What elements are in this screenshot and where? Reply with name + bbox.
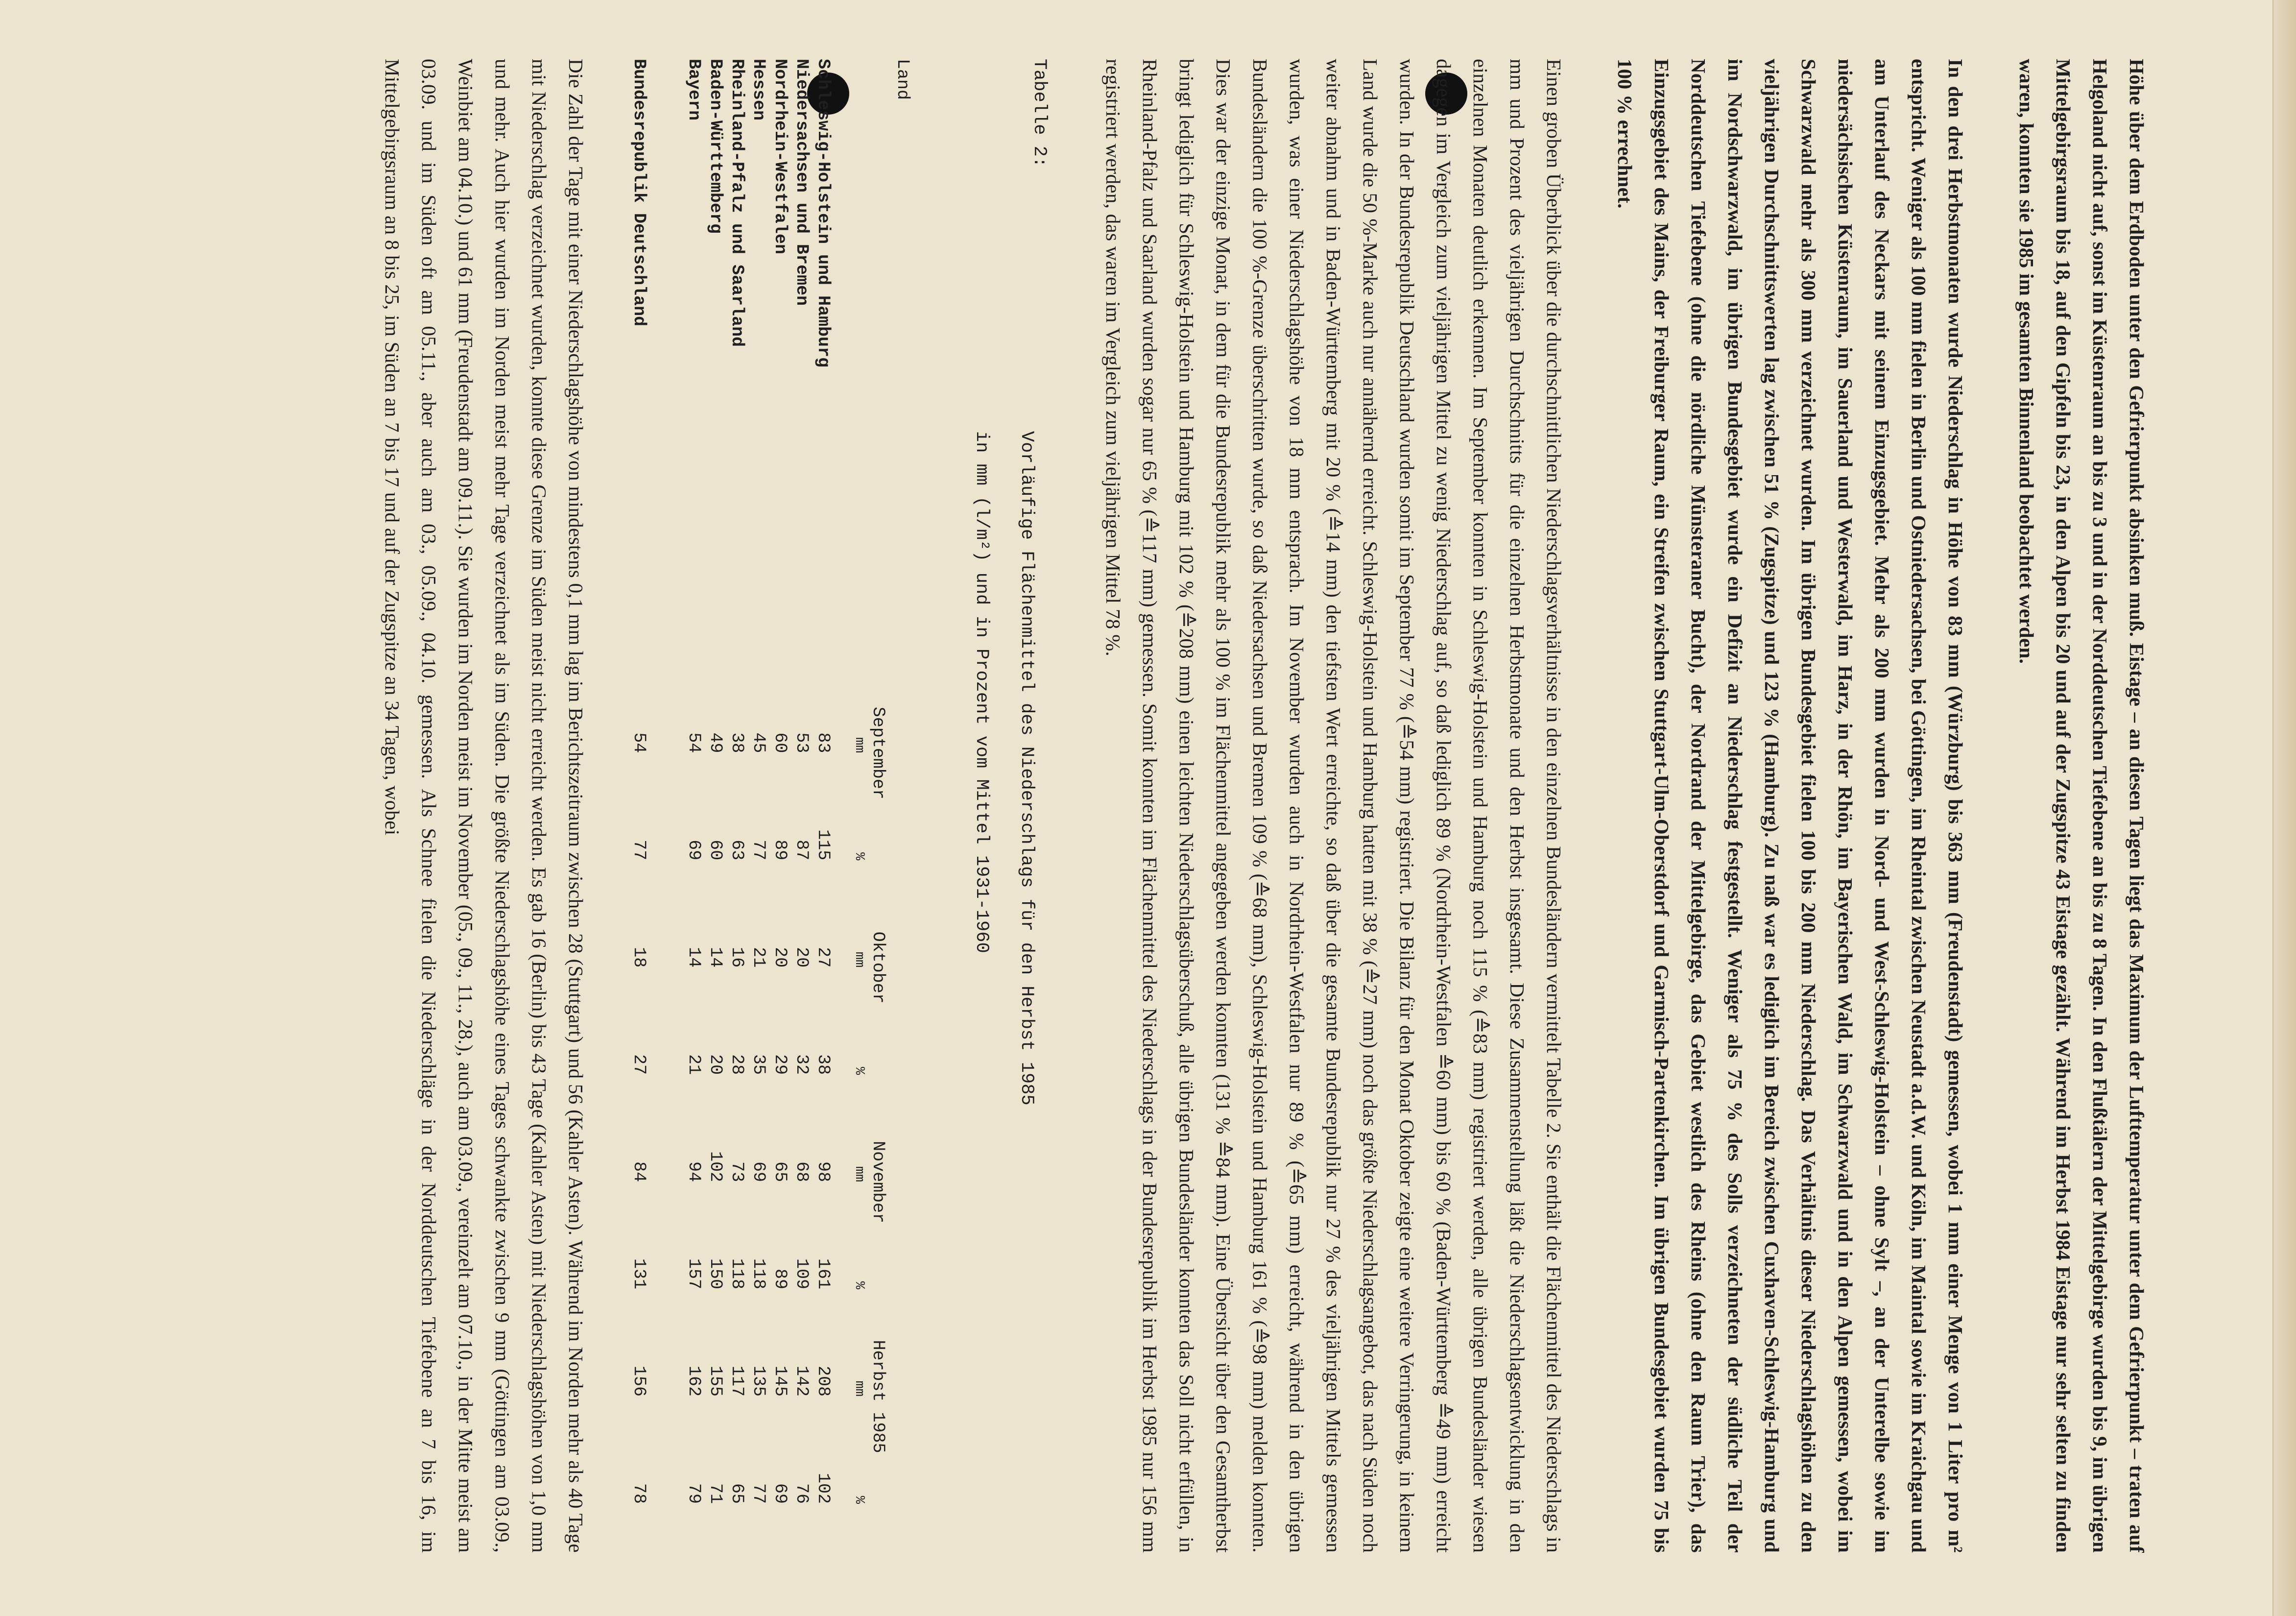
- cell-value: 157: [684, 1258, 704, 1290]
- precipitation-table-block: [628, 59, 1060, 1553]
- column-header-herbst: Herbst 1985: [868, 1340, 888, 1453]
- unit-mm: mm: [852, 737, 866, 753]
- cell-value: 63: [727, 840, 747, 861]
- cell-value: 38: [813, 1054, 833, 1075]
- row-land: Rheinland-Pfalz und Saarland: [727, 59, 747, 347]
- cell-value: 32: [792, 1054, 812, 1075]
- paragraph-tabelle-overview: Einen groben Überblick über die durchschnittlichen Niederschlagsverhältnisse in den einzelnen Bundesländern vermittelt Tabelle 2. Sie enthält die Flächenmittel des Niederschlags in mm und Prozent des vieljährigen Durchschnitts für die einzelnen Herbstmonate und den Herbst insgesamt. Diese Zusammenstellung läßt die Niederschlagsentwicklung in den einzelnen Monaten deutlich erkennen. Im September konnten in Schleswig-Holstein und Hamburg noch 115 % (≙83 mm) registriert werden, alle übrigen Bundesländer wiesen dagegen im Vergleich zum vieljährigen Mittel zu wenig Niederschlag auf, so daß lediglich 89 % (Nordrhein-Westfalen ≙60 mm) bis 60 % (Baden-Württemberg ≙49 mm) erreicht wurden. In der Bundesrepublik Deutschland wurden somit im September 77 % (≙54 mm) registriert. Die Bilanz für den Monat Oktober zeigte eine weitere Verringerung, in keinem Land wurde die 50 %-Marke auch nur annähernd erreicht. Schleswig-Holstein und Hamburg hatten mit 38 % (≙27 mm) noch das größte Niederschlagsangebot, das nach Süden noch weiter abnahm und in Baden-Württemberg mit 20 % (≙14 mm) den tiefsten Wert erreichte, so daß über die gesamte Bundesrepublik nur 27 % des vieljährigen Mittels gemessen wurden, was einer Niederschlagshöhe von 18 mm entsprach. Im November wurden auch in Nordrhein-Westfalen nur 89 % (≙65 mm) erreicht, während in den übrigen Bundesländern die 100 %-Grenze überschritten wurde, so daß Niedersachsen und Bremen 109 % (≙68 mm), Schleswig-Holstein und Hamburg 161 % (≙98 mm) melden konnten. Dies war der einzige Monat, in dem für die Bundesrepublik mehr als 100 % im Flächenmittel angegeben werden konnten (131 % ≙84 mm). Eine Übersicht über den Gesamtherbst bringt lediglich für Schleswig-Holstein und Hamburg mit 102 % (≙208 mm) einen leichten Niederschlagsüberschuß, alle übrigen Bundesländer konnten das Soll nicht erfüllen, in Rheinland-Pfalz und Saarland wurden sogar nur 65 % (≙117 mm) gemessen. Somit konnten im Flächenmittel des Niederschlags in der Bundesrepublik im Herbst 1985 nur 156 mm registriert werden, das waren im Vergleich zum vieljährigen Mittel 78 %.: [1102, 59, 1565, 1553]
- unit-mm: mm: [852, 951, 866, 968]
- column-header-september: September: [868, 706, 888, 799]
- cell-value: 54: [684, 732, 704, 753]
- cell-value: 65: [770, 1161, 790, 1182]
- unit-mm: mm: [852, 1380, 866, 1397]
- cell-value: 102: [813, 1472, 833, 1504]
- row-land: Hessen: [749, 59, 768, 121]
- total-value: 156: [629, 1365, 649, 1397]
- cell-value: 69: [749, 1161, 768, 1182]
- total-value: 131: [629, 1258, 649, 1290]
- cell-value: 87: [792, 840, 812, 861]
- table-caption-line-2: in mm (l/m²) und in Prozent vom Mittel 1931-1960: [971, 431, 992, 953]
- cell-value: 79: [684, 1483, 704, 1504]
- cell-value: 65: [727, 1483, 747, 1504]
- column-header-november: November: [868, 1141, 888, 1224]
- unit-pct: %: [852, 1281, 866, 1290]
- row-land: Niedersachsen und Bremen: [792, 59, 812, 306]
- table-row: [813, 59, 834, 1504]
- table-row: [726, 59, 748, 1504]
- cell-value: 83: [813, 732, 833, 753]
- cell-value: 145: [770, 1365, 790, 1397]
- total-value: 78: [629, 1483, 649, 1504]
- cell-value: 94: [684, 1161, 704, 1182]
- cell-value: 73: [727, 1161, 747, 1182]
- cell-value: 89: [770, 1269, 790, 1290]
- cell-value: 21: [684, 1054, 704, 1075]
- cell-value: 69: [684, 840, 704, 861]
- column-header-oktober: Oktober: [868, 931, 888, 1004]
- cell-value: 35: [749, 1054, 768, 1075]
- cell-value: 117: [727, 1365, 747, 1397]
- table-row: [705, 59, 726, 1504]
- cell-value: 71: [706, 1483, 725, 1504]
- cell-value: 20: [706, 1054, 725, 1075]
- row-land: Baden-Württemberg: [706, 59, 725, 234]
- table-heading: [948, 59, 1060, 1553]
- cell-value: 53: [792, 732, 812, 753]
- cell-value: 77: [749, 1483, 768, 1504]
- precipitation-table: [628, 59, 913, 1504]
- cell-value: 118: [727, 1258, 747, 1290]
- table-caption-line-1: Vorläufige Flächenmittel des Niederschlags für den Herbst 1985: [1016, 431, 1037, 1106]
- table-caption: [948, 431, 1060, 1106]
- cell-value: 45: [749, 732, 768, 753]
- cell-value: 161: [813, 1258, 833, 1290]
- cell-value: 20: [770, 947, 790, 968]
- row-land: Nordrhein-Westfalen: [770, 59, 790, 255]
- cell-value: 38: [727, 732, 747, 753]
- table-row: [683, 59, 705, 1504]
- total-value: 18: [629, 947, 649, 968]
- cell-value: 109: [792, 1258, 812, 1290]
- row-land: Bayern: [684, 59, 704, 121]
- cell-value: 28: [727, 1054, 747, 1075]
- table-row: [769, 59, 791, 1504]
- total-land: Bundesrepublik Deutschland: [629, 59, 649, 327]
- paragraph-eistage: Höhe über dem Erdboden unter den Gefrierpunkt absinken muß. Eistage – an diesen Tagen liegt das Maximum der Lufttemperatur unter dem Gefrierpunkt – traten auf Helgoland nicht auf, sonst im Küstenraum an bis zu 3 und in der Norddeutschen Tiefebene an bis zu 8 Tagen. In den Flußtälern der Mittelgebirge wurden bis 9, im übrigen Mittelgebirgsraum bis 18, auf den Gipfeln bis 23, in den Alpen bis 20 und auf der Zugspitze 43 Eistage gezählt. Während im Herbst 1984 Eistage nur sehr selten zu finden waren, konnten sie 1985 im gesamten Binnenland beobachtet werden.: [2015, 59, 2148, 1553]
- row-land: Schleswig-Holstein und Hamburg: [813, 59, 833, 368]
- cell-value: 49: [706, 732, 725, 753]
- cell-value: 21: [749, 947, 768, 968]
- table-row: [748, 59, 769, 1504]
- table-unit-row: [834, 59, 867, 1504]
- unit-pct: %: [852, 1066, 866, 1075]
- cell-value: 14: [684, 947, 704, 968]
- cell-value: 150: [706, 1258, 725, 1290]
- cell-value: 16: [727, 947, 747, 968]
- cell-value: 29: [770, 1054, 790, 1075]
- cell-value: 115: [813, 829, 833, 861]
- total-value: 77: [629, 840, 649, 861]
- cell-value: 155: [706, 1365, 725, 1397]
- cell-value: 102: [706, 1151, 725, 1182]
- cell-value: 69: [770, 1483, 790, 1504]
- cell-value: 89: [770, 840, 790, 861]
- unit-pct: %: [852, 1495, 866, 1504]
- cell-value: 68: [792, 1161, 812, 1182]
- rotated-page-content: [176, 59, 2155, 1553]
- cell-value: 77: [749, 840, 768, 861]
- column-header-land: Land: [893, 59, 912, 100]
- cell-value: 162: [684, 1365, 704, 1397]
- total-value: 27: [629, 1054, 649, 1075]
- table-header-row: [867, 59, 913, 1504]
- table-row: [791, 59, 813, 1504]
- total-value: 84: [629, 1161, 649, 1182]
- cell-value: 76: [792, 1483, 812, 1504]
- unit-spacer: [834, 59, 867, 646]
- total-value: 54: [629, 732, 649, 753]
- cell-value: 27: [813, 947, 833, 968]
- unit-pct: %: [852, 852, 866, 861]
- paragraph-niederschlagstage: Die Zahl der Tage mit einer Niederschlagshöhe von mindestens 0,1 mm lag im Berichtszeitraum zwischen 28 (Stuttgart) und 56 (Kahler Asten). Während im Norden mehr als 40 Tage mit Niederschlag verzeichnet wurden, konnte diese Grenze im Süden meist nicht erreicht werden. Es gab 16 (Berlin) bis 43 Tage (Kahler Asten) mit Niederschlagshöhen von 1,0 mm und mehr. Auch hier wurden im Norden meist mehr Tage verzeichnet als im Süden. Die größte Niederschlagshöhe eines Tages schwankte zwischen 9 mm (Göttingen am 03.09., Weinbiet am 04.10.) und 61 mm (Freudenstadt am 09.11.). Sie wurden im Norden meist im November (05., 09., 11., 28.), auch am 03.09., vereinzelt am 07.10., in der Mitte meist am 03.09. und im Süden oft am 05.11., aber auch am 03., 05.09., 04.10. gemessen. Als Schnee fielen die Niederschläge in der Norddeutschen Tiefebene an 7 bis 16, im Mittelgebirgsraum an 8 bis 25, im Süden an 7 bis 17 und auf der Zugspitze an 34 Tagen, wobei: [381, 59, 587, 1553]
- table-total-row: [628, 59, 683, 1504]
- table-label: Tabelle 2:: [1029, 59, 1050, 168]
- cell-value: 118: [749, 1258, 768, 1290]
- cell-value: 142: [792, 1365, 812, 1397]
- paragraph-niederschlag: In den drei Herbstmonaten wurde Niederschlag in Höhe von 83 mm (Würzburg) bis 363 mm (Freudenstadt) gemessen, wobei 1 mm einer Menge von 1 Liter pro m² entspricht. Weniger als 100 mm fielen in Berlin und Ostniedersachsen, bei Göttingen, im Rheintal zwischen Neustadt a.d.W. und Köln, im Maintal sowie im Kraichgau und am Unterlauf des Neckars mit seinem Einzugsgebiet. Mehr als 200 mm wurden in Nord- und West-Schleswig-Holstein – ohne Sylt –, an der Unterelbe sowie im niedersächsischen Küstenraum, im Sauerland und Westerwald, im Harz, in der Rhön, im Bayerischen Wald, im Schwarzwald und in den Alpen gemessen, wobei im Schwarzwald mehr als 300 mm verzeichnet wurden. Im übrigen Bundesgebiet fielen 100 bis 200 mm Niederschlag. Das Verhältnis dieser Niederschlagshöhen zu den vieljährigen Durchschnittswerten lag zwischen 51 % (Zugspitze) und 123 % (Hamburg). Zu naß war es lediglich im Bereich zwischen Cuxhaven-Schleswig-Hamburg und im Nordschwarzwald, im übrigen Bundesgebiet wurde ein Defizit an Niederschlag festgestellt. Weniger als 75 % des Solls verzeichneten der südliche Teil der Norddeutschen Tiefebene (ohne die nördliche Münsteraner Bucht), der Nordrand der Mittelgebirge, das Gebiet westlich des Rheins (ohne den Raum Trier), das Einzugsgebiet des Mains, der Freiburger Raum, ein Streifen zwischen Stuttgart-Ulm-Oberstdorf und Garmisch-Partenkirchen. Im übrigen Bundesgebiet wurden 75 bis 100 % errechnet.: [1614, 59, 1967, 1553]
- cell-value: 60: [706, 840, 725, 861]
- cell-value: 98: [813, 1161, 833, 1182]
- sheet-edge: [2272, 0, 2296, 1616]
- cell-value: 14: [706, 947, 725, 968]
- unit-mm: mm: [852, 1166, 866, 1182]
- cell-value: 135: [749, 1365, 768, 1397]
- cell-value: 60: [770, 732, 790, 753]
- cell-value: 20: [792, 947, 812, 968]
- cell-value: 208: [813, 1365, 833, 1397]
